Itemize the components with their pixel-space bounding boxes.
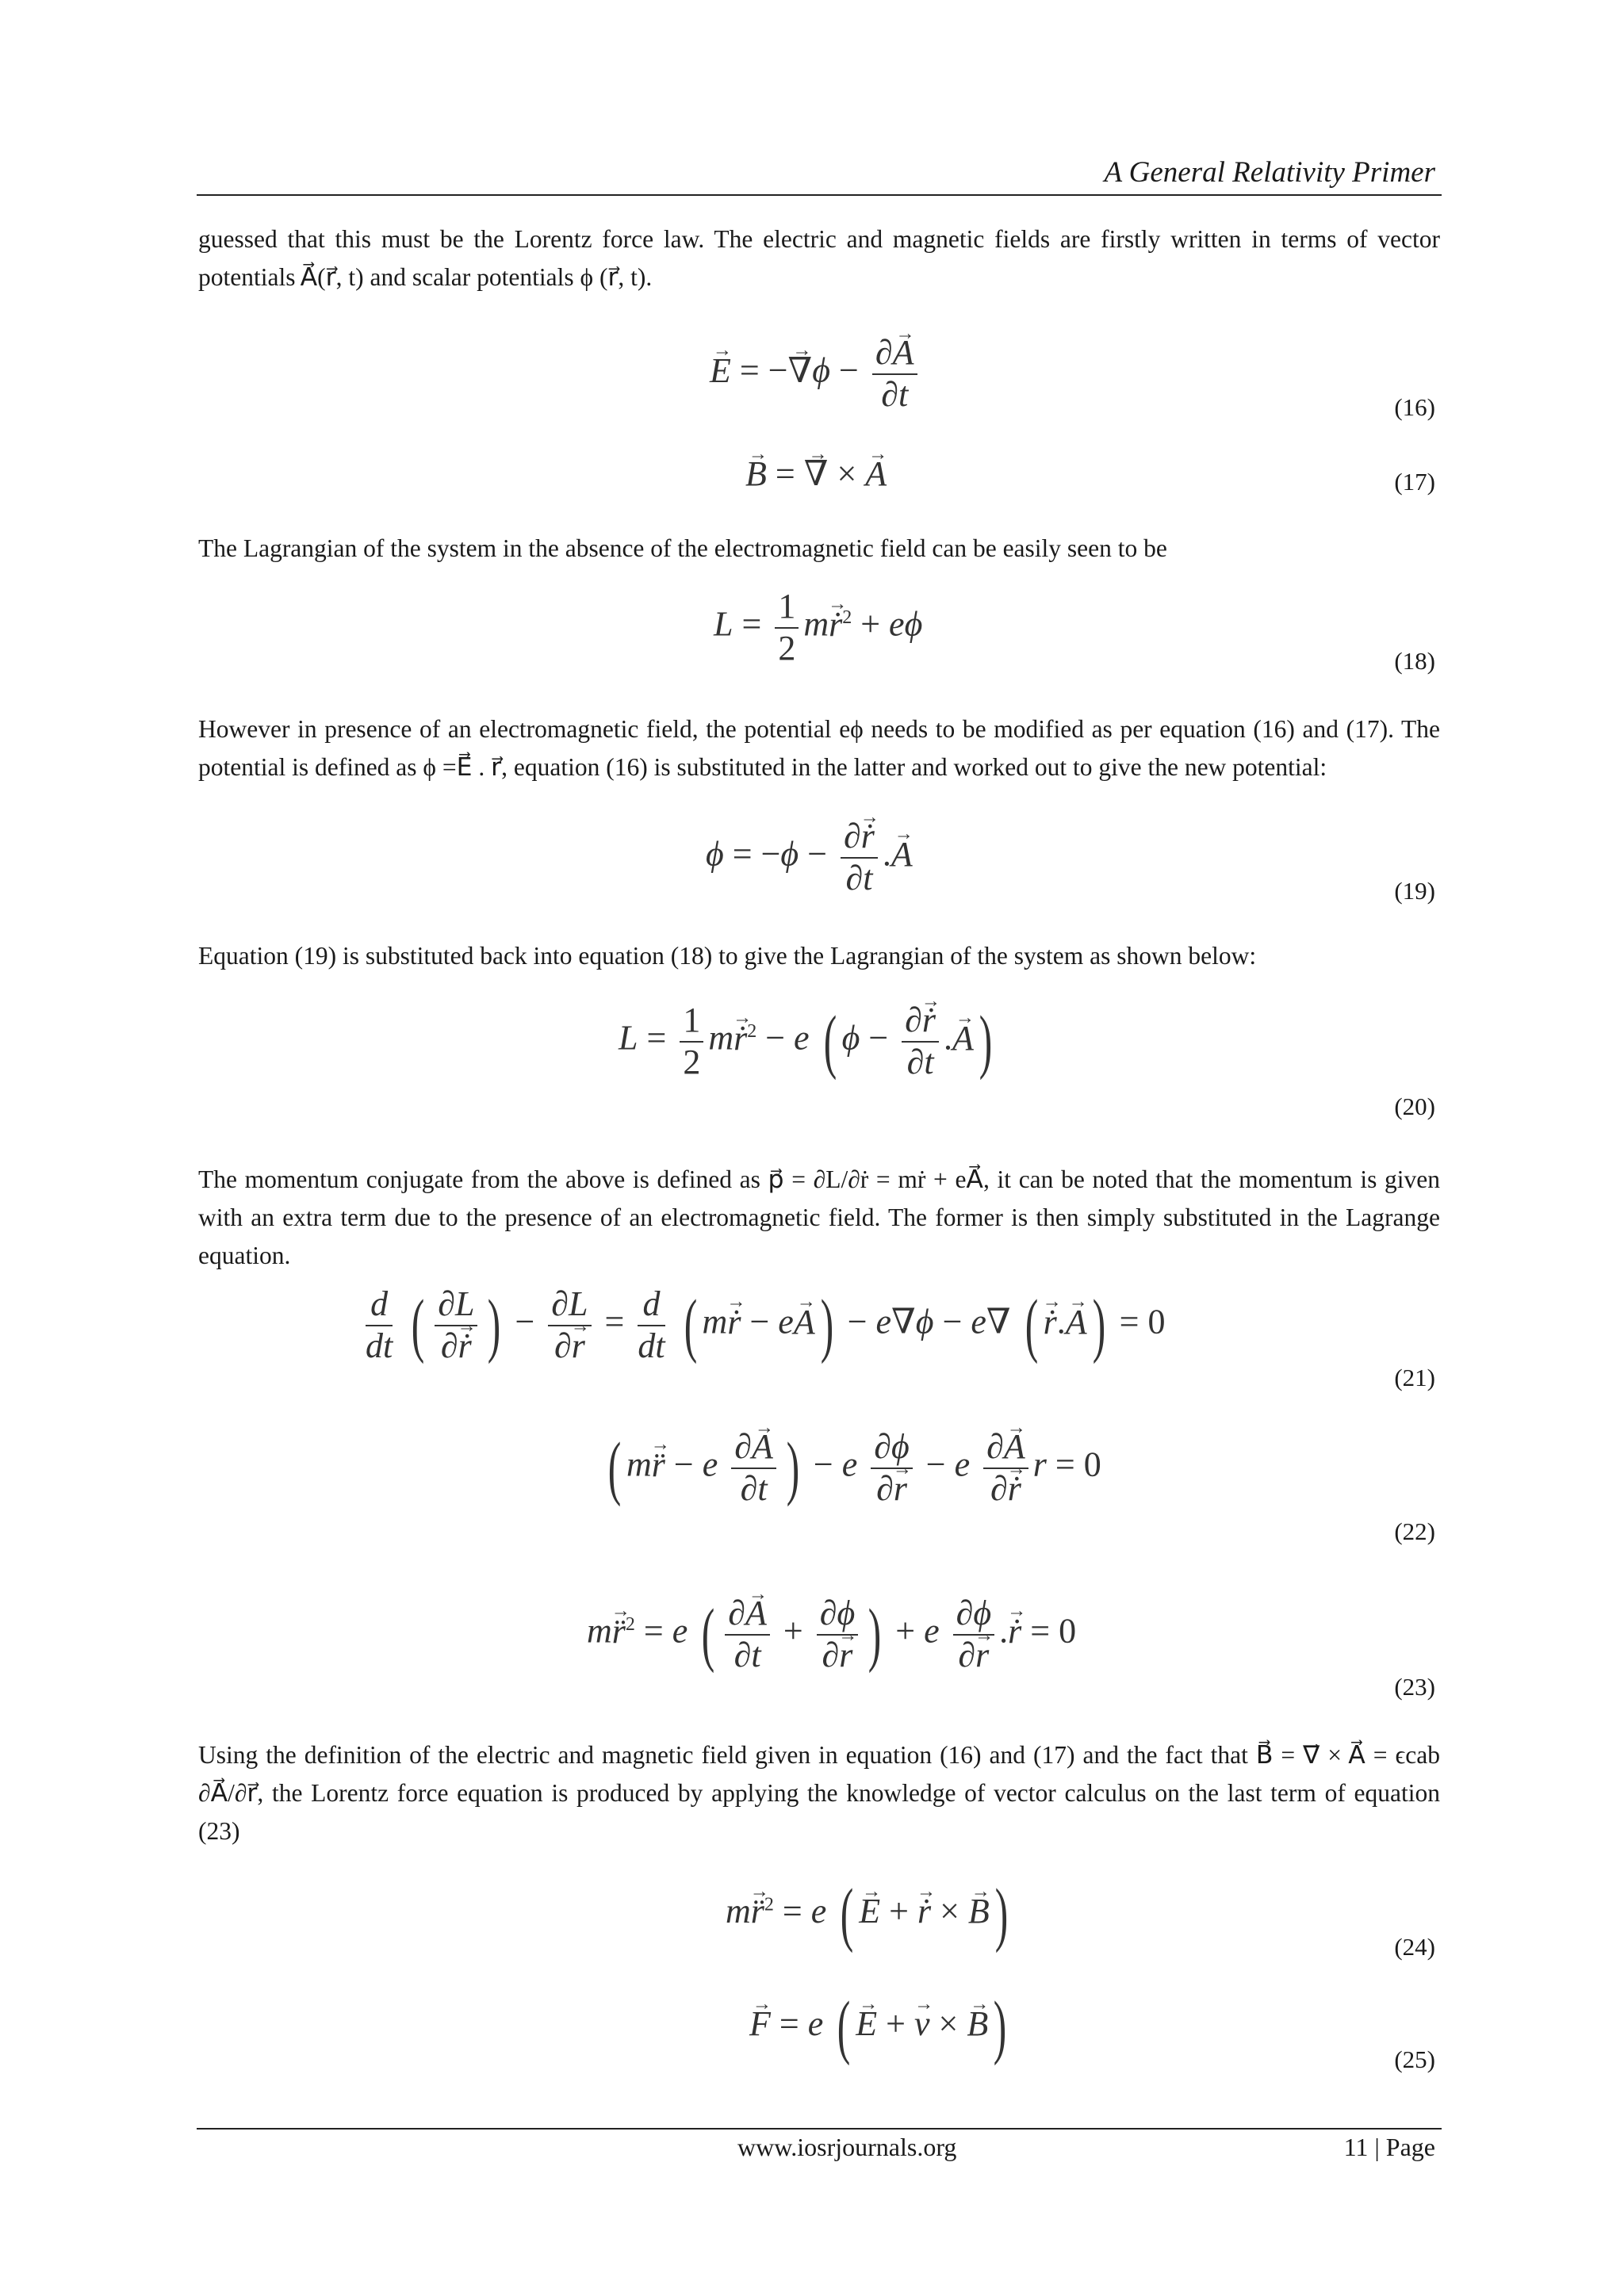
header-rule [197, 194, 1442, 196]
paragraph-5: The momentum conjugate from the above is defined as p⃗ = ∂L/∂ṙ = mṙ + eA⃗, it can be noted that the momentum is given with an extra term due to the presence of an electromagnetic field. The former is then simply substituted in the Lagrange equation. [198, 1165, 1440, 1269]
equation-number-21: (21) [1394, 1364, 1435, 1391]
equation-20: L = $\frac{1}{2}$ mṙ →$^2$ − e ( ϕ − $\frac{\text{∂ṙ →}}{\partial t}$ .A →) [619, 1001, 998, 1082]
equation-16: E → = −∇ →ϕ − $\frac{\partial A \to}{\partial t}$ [710, 333, 922, 415]
equation-18: L = $\frac{1}{2}$ mṙ →$^2$ + eϕ [714, 587, 922, 668]
paragraph-4: Equation (19) is substituted back into equation (18) to give the Lagrangian of the system as shown below: [198, 942, 1257, 970]
equation-number-19: (19) [1394, 877, 1435, 905]
equation-number-16: (16) [1394, 393, 1435, 421]
equation-number-20: (20) [1394, 1093, 1435, 1120]
equation-number-24: (24) [1394, 1933, 1435, 1961]
paragraph-1: guessed that this must be the Lorentz force law. The electric and magnetic fields are firstly written in terms of vector potentials A⃗(r⃗, t) and scalar potentials ϕ (r⃗, t). [198, 225, 1440, 291]
paragraph-6: Using the definition of the electric and magnetic field given in equation (16) and (17) and the fact that B⃗ = ∇⃗ × A⃗ = ϵcab ∂A⃗/∂r⃗, the Lorentz force equation is produced by applying the knowledge of vector calculus on the last term of equation (23) [198, 1741, 1440, 1845]
footer-rule [197, 2128, 1442, 2130]
equation-21: $\frac{d}{dt}$ ( $\frac{\partial L}{\text{∂ṙ}}$ → ) − $\frac{\partial L}{\partial r}$ → = $\frac{d}{dt}$ ( mṙ → − eA →) − e∇ϕ − e∇ ( ṙ →.A →) = 0 [361, 1284, 1165, 1366]
equation-number-25: (25) [1394, 2045, 1435, 2073]
equation-number-17: (17) [1394, 468, 1435, 496]
equation-17: B → = ∇ → × A → [745, 453, 887, 494]
running-title: A General Relativity Primer [1104, 156, 1435, 189]
paragraph-2: The Lagrangian of the system in the absence of the electromagnetic field can be easily seen to be [198, 534, 1167, 562]
equation-19: ϕ = −ϕ − $\frac{\text{∂ṙ →}}{\partial t}$ .A → [706, 817, 913, 898]
footer-website: www.iosrjournals.org [737, 2133, 957, 2161]
equation-number-22: (22) [1394, 1517, 1435, 1545]
footer-page-number: 11 | Page [1343, 2133, 1435, 2161]
equation-23: mr̈ →$^2$ = e ( $\frac{\partial A \to}{\partial t}$ + $\frac{\partial\phi}{\partial r}$ → ) + e $\frac{\partial\phi}{\partial r}$ → .ṙ → = 0 [587, 1594, 1076, 1675]
equation-24: mr̈ →$^2$ = e ( E → + ṙ → × B →) [726, 1879, 1013, 1950]
equation-25: F → = e ( E → + v → × B →) [749, 1992, 1012, 2063]
equation-22: ( mr̈ → − e $\frac{\partial A \to}{\partial t}$ ) − e $\frac{\partial\phi}{\partial r}$ → − e $\frac{\partial A \to}{\text{∂ṙ}}$ → r = 0 [603, 1427, 1101, 1509]
equation-number-18: (18) [1394, 647, 1435, 675]
equation-number-23: (23) [1394, 1673, 1435, 1701]
paragraph-3: However in presence of an electromagnetic field, the potential eϕ needs to be modified as per equation (16) and (17). The potential is defined as ϕ =E⃗ . r⃗, equation (16) is substituted in the latter and worked out to give the new potential: [198, 715, 1440, 781]
